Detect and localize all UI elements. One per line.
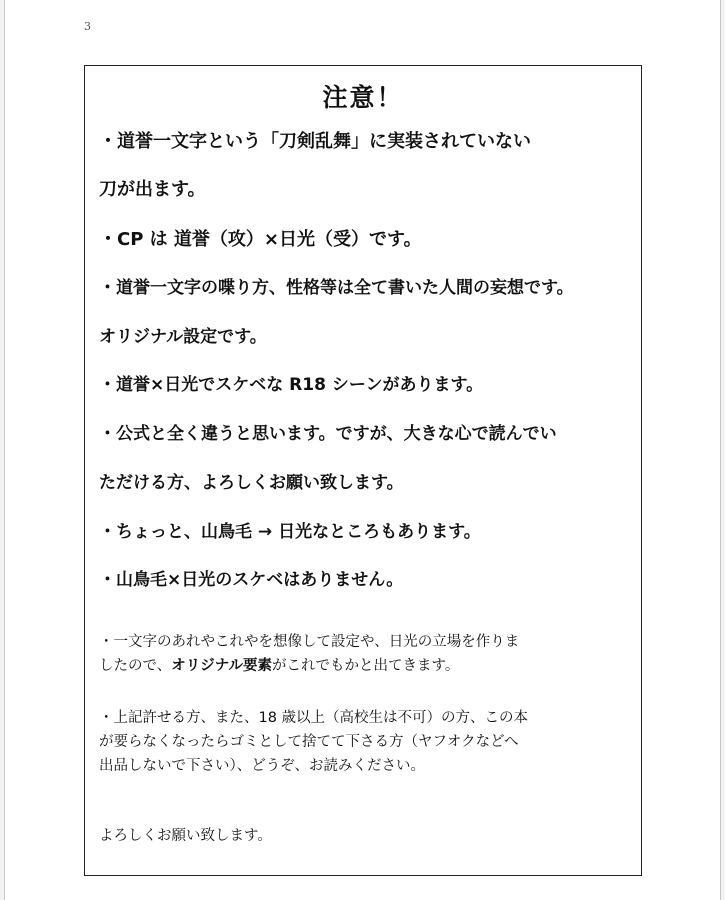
note-text: したので、 — [99, 658, 172, 674]
notice-line: ・道誉一文字という「刀剣乱舞」に実装されていない — [99, 131, 531, 152]
note-line: ・一文字のあれやこれやを想像して設定や、日光の立場を作りま — [99, 634, 520, 650]
notice-box — [84, 65, 642, 876]
closing-line: よろしくお願い致します。 — [99, 828, 272, 844]
notice-line: ・道誉×日光でスケベな R18 シーンがあります。 — [99, 375, 484, 395]
notice-line: ・CP は 道誉（攻）×日光（受）です。 — [99, 229, 422, 250]
document-page — [4, 0, 721, 900]
notice-line: ・公式と全く違うと思います。ですが、大きな心で読んでい — [99, 424, 557, 444]
note-line — [99, 654, 519, 678]
note-line: が要らなくなったらゴミとして捨てて下さる方（ヤフオクなどへ — [99, 734, 519, 750]
notice-line: オリジナル設定です。 — [99, 327, 267, 347]
notice-line: ・ちょっと、山鳥毛 → 日光なところもあります。 — [99, 522, 481, 542]
note-line: ・上記許せる方、また、18 歳以上（高校生は不可）の方、この本 — [99, 710, 529, 726]
notice-title: 注意！ — [322, 83, 404, 112]
notice-line: ・道誉一文字の喋り方、性格等は全て書いた人間の妄想です。 — [99, 278, 574, 298]
note-emphasis: オリジナル要素 — [171, 658, 272, 674]
notice-line: ・山鳥毛×日光のスケベはありません。 — [99, 570, 404, 590]
note-paragraph-2 — [99, 706, 528, 778]
note-text: がこれでもかと出てきます。 — [272, 658, 460, 674]
note-line: 出品しないで下さい）、どうぞ、お読みください。 — [99, 758, 425, 774]
page-number: 3 — [84, 20, 91, 33]
notice-line: 刀が出ます。 — [99, 179, 206, 200]
notice-line: ただける方、よろしくお願い致します。 — [99, 473, 404, 493]
note-paragraph-1 — [99, 630, 519, 678]
